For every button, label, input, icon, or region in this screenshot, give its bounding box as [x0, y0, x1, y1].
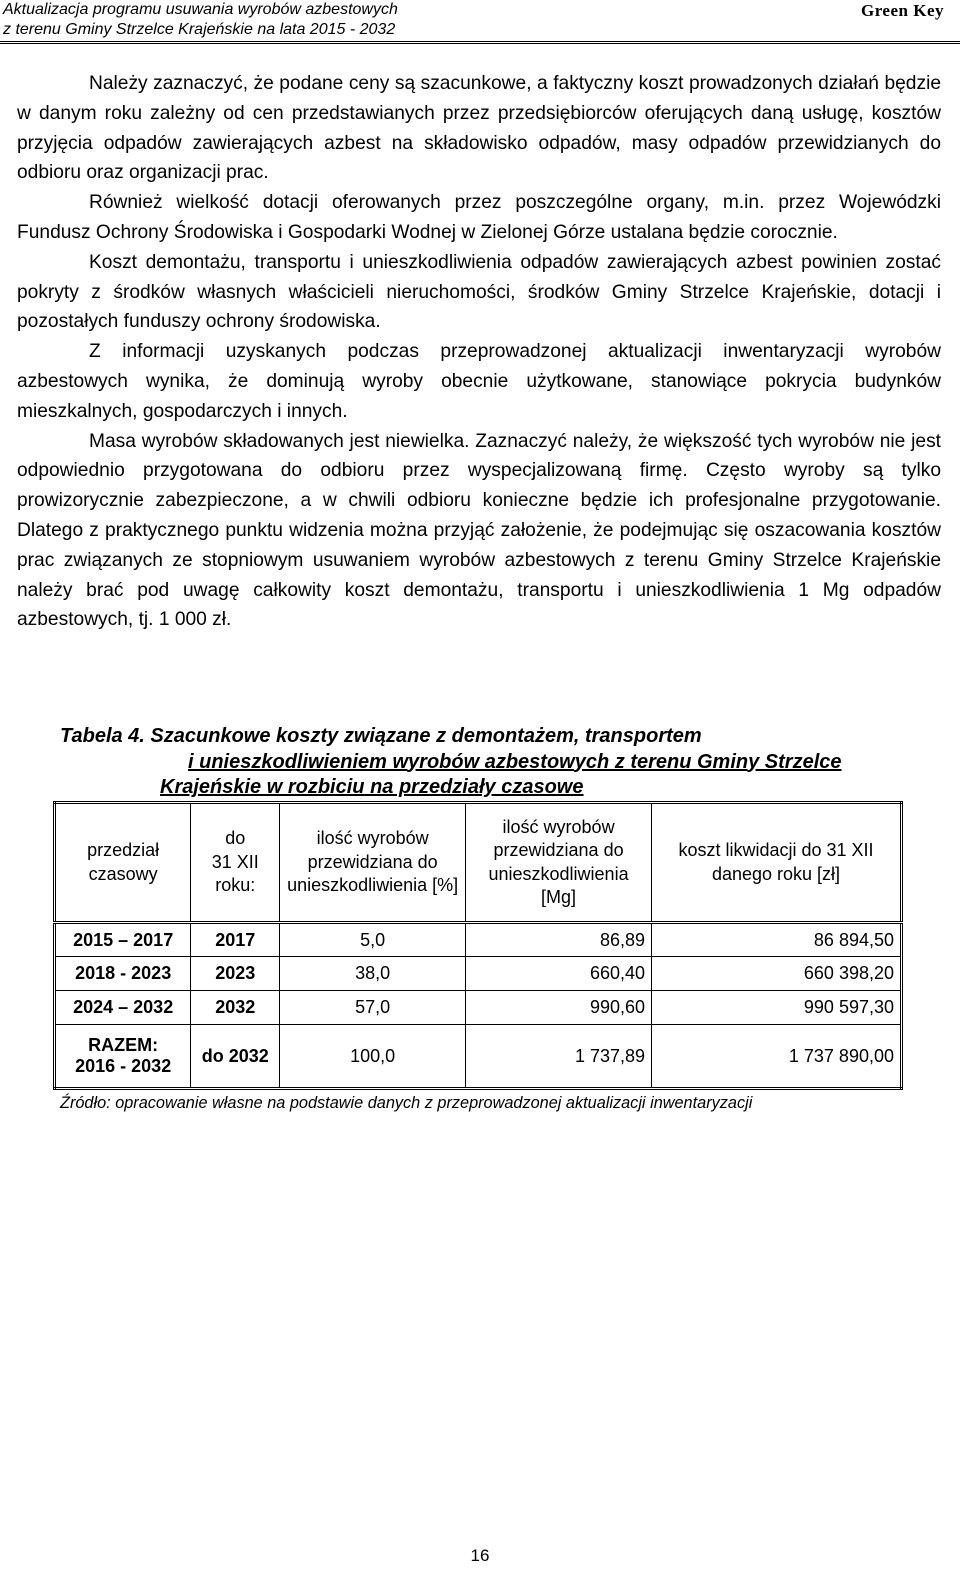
page-number: 16: [470, 1546, 490, 1565]
cell-total-range: [55, 1025, 191, 1089]
header-until-line3: roku:: [215, 875, 256, 896]
cell-percent: 38,0: [280, 957, 466, 991]
total-label: RAZEM:: [88, 1035, 159, 1055]
document-title: [3, 0, 398, 40]
document-title-line1: Aktualizacja programu usuwania wyrobów azbestowych: [3, 1, 398, 18]
cell-cost: 990 597,30: [652, 991, 902, 1025]
cell-percent: 100,0: [280, 1025, 466, 1089]
cell-range: 2015 – 2017: [55, 923, 191, 957]
header-divider: [0, 41, 960, 44]
table-row: [55, 923, 902, 957]
cell-year: do 2032: [191, 1025, 280, 1089]
table-header-row: [55, 803, 902, 923]
total-range: 2016 - 2032: [75, 1056, 172, 1076]
header-cost: koszt likwidacji do 31 XII danego roku [zł]: [652, 803, 902, 923]
paragraph: Należy zaznaczyć, że podane ceny są szacunkowe, a faktyczny koszt prowadzonych działań będzie w danym roku zależny od cen przedstawianych przez przedsiębiorców oferujących daną usługę, kosztów przyjęcia odpadów zawierających azbest na składowisko odpadów, masy odpadów przewidzianych do odbioru oraz organizacji prac.: [17, 73, 941, 184]
cell-cost: 86 894,50: [652, 923, 902, 957]
cell-percent: 5,0: [280, 923, 466, 957]
brand-name: Green Key: [860, 1, 944, 20]
paragraph: Również wielkość dotacji oferowanych przez poszczególne organy, m.in. przez Wojewódzki Fundusz Ochrony Środowiska i Gospodarki Wodnej w Zielonej Górze ustalana będzie corocznie.: [17, 192, 941, 243]
table-row: [55, 991, 902, 1025]
table-caption-line2: i unieszkodliwieniem wyrobów azbestowych z terenu Gminy Strzelce: [188, 750, 842, 773]
cost-table: [53, 801, 903, 1090]
table-caption: [60, 724, 920, 801]
header-until-line1: do: [225, 828, 246, 849]
header-until-line2: 31 XII: [211, 851, 259, 872]
table-caption-line3: Krajeńskie w rozbiciu na przedziały czasowe: [160, 776, 584, 798]
header-percent: ilość wyrobów przewidziana do unieszkodliwienia [%]: [280, 803, 466, 923]
header-until-year: [191, 803, 280, 923]
paragraph: Z informacji uzyskanych podczas przeprowadzonej aktualizacji inwentaryzacji wyrobów azbestowych wynika, że dominują wyroby obecnie użytkowane, stanowiące pokrycia budynków mieszkalnych, gospodarczych i innych.: [17, 341, 941, 422]
body-text: [17, 69, 941, 635]
cell-year: 2032: [191, 991, 280, 1025]
cell-year: 2017: [191, 923, 280, 957]
cell-mass: 990,60: [466, 991, 652, 1025]
paragraph: Masa wyrobów składowanych jest niewielka. Zaznaczyć należy, że większość tych wyrobów nie jest odpowiednio przygotowana do odbioru przez wyspecjalizowaną firmę. Często wyroby są tylko prowizorycznie zabezpieczone, a w chwili odbioru konieczne będzie ich profesjonalne przygotowanie. Dlatego z praktycznego punktu widzenia można przyjąć założenie, że podejmując się oszacowania kosztów prac związanych ze stopniowym usuwaniem wyrobów azbestowych z terenu Gminy Strzelce Krajeńskie należy brać pod uwagę całkowity koszt demontażu, transportu i unieszkodliwienia 1 Mg odpadów azbestowych, tj. 1 000 zł.: [17, 430, 941, 631]
cell-year: 2023: [191, 957, 280, 991]
table-caption-line1: Szacunkowe koszty związane z demontażem, transportem: [150, 725, 702, 747]
page-header: [0, 0, 960, 44]
paragraph: Koszt demontażu, transportu i unieszkodliwienia odpadów zawierających azbest powinien zostać pokryty z środków własnych właścicieli nieruchomości, środków Gminy Strzelce Krajeńskie, dotacji i pozostałych funduszy ochrony środowiska.: [17, 251, 941, 333]
table-caption-label: Tabela 4.: [60, 725, 145, 747]
header-range: przedział czasowy: [55, 803, 191, 923]
table-total-row: [55, 1025, 902, 1089]
cell-percent: 57,0: [280, 991, 466, 1025]
cell-mass: 660,40: [466, 957, 652, 991]
cell-mass: 86,89: [466, 923, 652, 957]
cell-range: 2018 - 2023: [55, 957, 191, 991]
cell-cost: 660 398,20: [652, 957, 902, 991]
document-title-line2: z terenu Gminy Strzelce Krajeńskie na lata 2015 - 2032: [3, 21, 396, 38]
table-row: [55, 957, 902, 991]
table-source-note: Źródło: opracowanie własne na podstawie danych z przeprowadzonej aktualizacji inwentaryzacji: [60, 1094, 753, 1112]
header-mass: ilość wyrobów przewidziana do unieszkodliwienia [Mg]: [466, 803, 652, 923]
cell-range: 2024 – 2032: [55, 991, 191, 1025]
cell-cost: 1 737 890,00: [652, 1025, 902, 1089]
cell-mass: 1 737,89: [466, 1025, 652, 1089]
